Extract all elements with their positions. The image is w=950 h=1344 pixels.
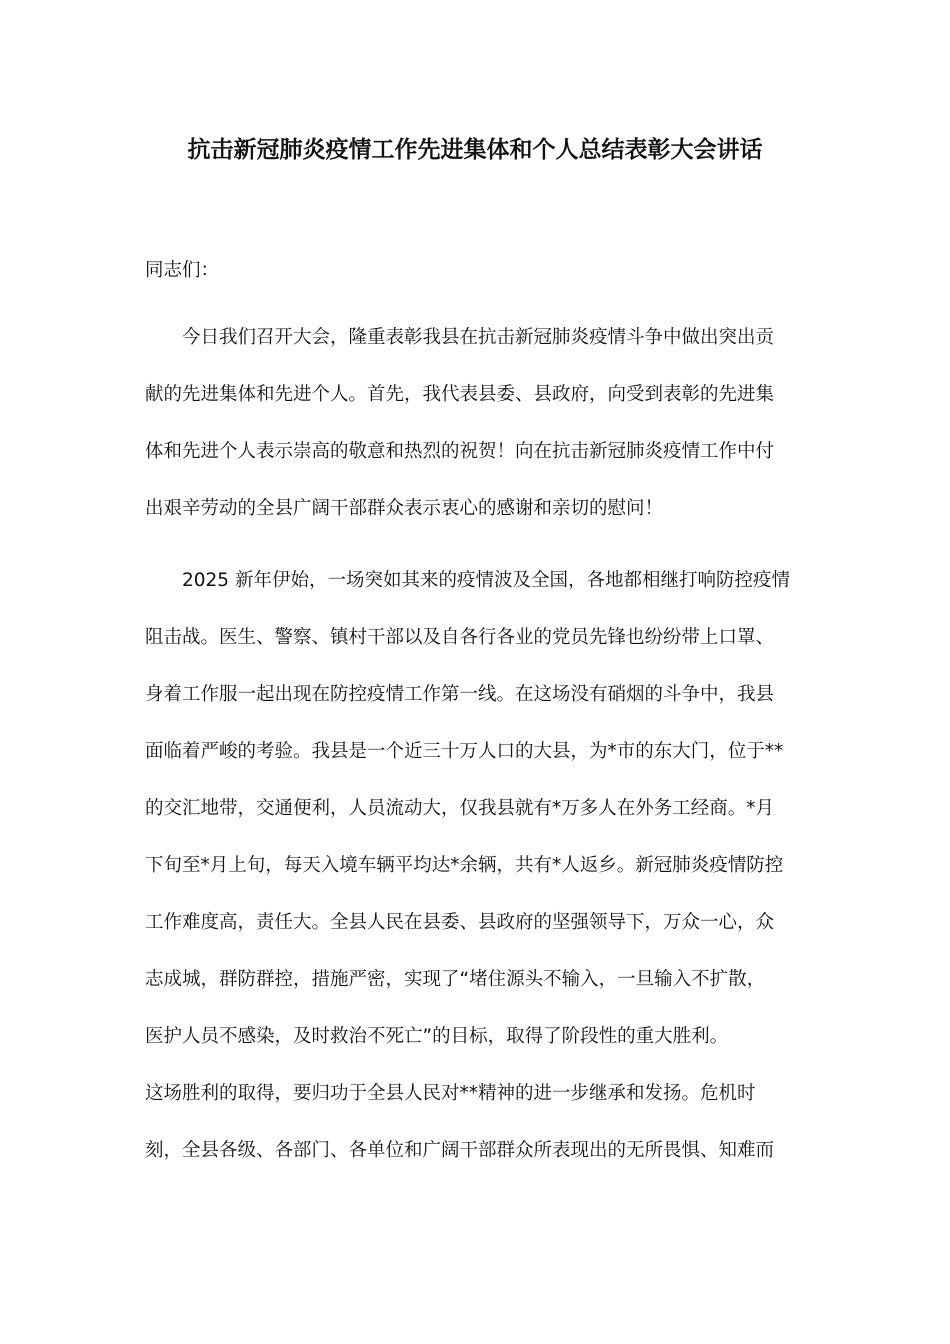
document-title: 抗击新冠肺炎疫情工作先进集体和个人总结表彰大会讲话 (187, 137, 763, 163)
paragraph-2-line-4: 面临着严峻的考验。我县是一个近三十万人口的大县，为*市的东大门，位于** (145, 741, 784, 762)
paragraph-1-line-3: 体和先进个人表示崇高的敬意和热烈的祝贺！向在抗击新冠肺炎疫情工作中付 (145, 441, 775, 462)
paragraph-2-line-6: 下旬至*月上旬，每天入境车辆平均达*余辆，共有*人返乡。新冠肺炎疫情防控 (145, 855, 784, 876)
paragraph-2-line-8: 志成城，群防群控，措施严密，实现了“堵住源头不输入，一旦输入不扩散， (145, 969, 766, 990)
paragraph-2-line-11: 刻，全县各级、各部门、各单位和广阔干部群众所表现出的无所畏惧、知难而 (145, 1140, 775, 1161)
paragraph-2-line-10: 这场胜利的取得，要归功于全县人民对**精神的进一步继承和发扬。危机时 (145, 1083, 756, 1104)
paragraph-1-line-2: 献的先进集体和先进个人。首先，我代表县委、县政府，向受到表彰的先进集 (145, 384, 775, 405)
paragraph-2-line-1: 2025 新年伊始，一场突如其来的疫情波及全国，各地都相继打响防控疫情 (182, 570, 790, 591)
paragraph-2-line-5: 的交汇地带，交通便利，人员流动大，仅我县就有*万多人在外务工经商。*月 (145, 798, 775, 819)
paragraph-1-line-1: 今日我们召开大会，隆重表彰我县在抗击新冠肺炎疫情斗争中做出突出贡 (182, 327, 775, 348)
salutation: 同志们： (145, 260, 220, 281)
paragraph-1-line-4: 出艰辛劳动的全县广阔干部群众表示衷心的感谢和亲切的慰问！ (145, 498, 664, 519)
paragraph-2-line-7: 工作难度高，责任大。全县人民在县委、县政府的坚强领导下，万众一心，众 (145, 912, 775, 933)
paragraph-2-line-2: 阻击战。医生、警察、镇村干部以及自各行各业的党员先锋也纷纷带上口罩、 (145, 627, 775, 648)
paragraph-2-line-9: 医护人员不感染，及时救治不死亡”的目标，取得了阶段性的重大胜利。 (145, 1026, 729, 1047)
paragraph-2-line-3: 身着工作服一起出现在防控疫情工作第一线。在这场没有硝烟的斗争中，我县 (145, 684, 775, 705)
